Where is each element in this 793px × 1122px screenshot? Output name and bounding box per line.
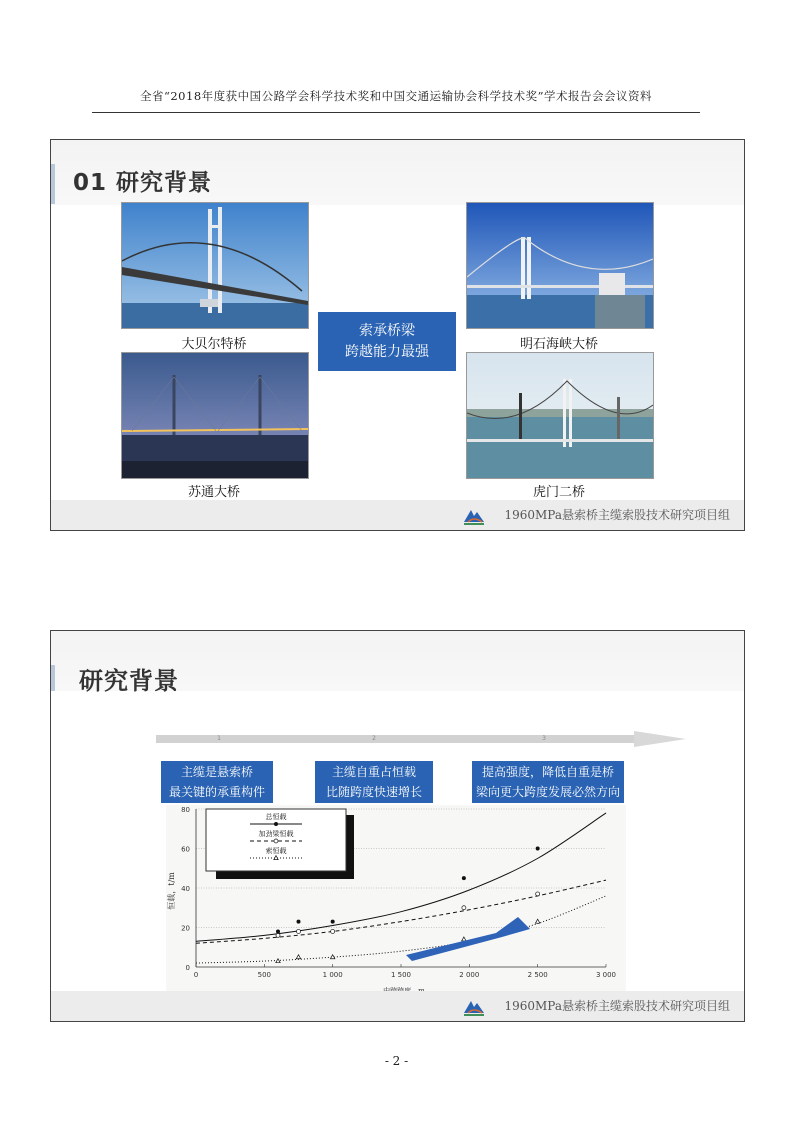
project-logo-icon — [462, 997, 486, 1017]
data-point-1 — [331, 929, 335, 933]
page-header: 全省“2018年度获中国公路学会科学技术奖和中国交通运输协会科学技术奖”学术报告会会议资料 — [139, 89, 653, 103]
photo-great-belt-bridge — [121, 202, 309, 329]
chart-y-axis-label: 恒载，t/m — [167, 872, 176, 910]
data-point-0 — [462, 876, 466, 880]
caption-humen-second-bridge: 虎门二桥 — [532, 485, 585, 500]
project-logo-icon — [462, 506, 486, 526]
legend-label-1: 加劲梁恒载 — [258, 830, 294, 838]
slide-title: 01 研究背景 — [73, 170, 213, 196]
photo-humen-second-bridge — [466, 352, 654, 479]
point-3-line-2: 梁向更大跨度发展必然方向 — [475, 785, 620, 799]
point-box-cable-weight — [315, 761, 433, 803]
y-tick-label: 80 — [181, 806, 190, 814]
caption-akashi-kaikyo-bridge: 明石海峡大桥 — [519, 337, 598, 352]
step-number-2: 2 — [372, 735, 376, 742]
project-team-label: 1960MPa悬索桥主缆索股技术研究项目组 — [504, 508, 730, 522]
header-rule — [92, 112, 700, 113]
project-team-label: 1960MPa悬索桥主缆索股技术研究项目组 — [504, 999, 730, 1013]
data-point-0 — [331, 920, 335, 924]
y-tick-label: 60 — [181, 845, 190, 854]
progress-arrow-icon — [156, 731, 686, 747]
slide-research-background-dead-load — [50, 630, 745, 1022]
step-number-3: 3 — [542, 735, 546, 742]
page-number: - 2 - — [384, 1054, 409, 1068]
chart-legend — [206, 809, 354, 879]
highlight-line-2: 跨越能力最强 — [345, 344, 429, 360]
legend-label-2: 索恒载 — [265, 847, 287, 855]
data-point-0 — [276, 929, 280, 933]
chart-svg — [166, 805, 626, 997]
highlight-line-1: 索承桥梁 — [359, 323, 415, 339]
legend-label-0: 总恒载 — [265, 813, 287, 821]
photo-sutong-bridge — [121, 352, 309, 479]
legend-marker-1 — [274, 839, 278, 843]
data-point-1 — [462, 906, 466, 910]
point-1-line-2: 最关键的承重构件 — [168, 785, 265, 799]
point-2-line-1: 主缆自重占恒载 — [331, 765, 416, 779]
y-tick-label: 0 — [185, 964, 190, 972]
point-box-main-cable — [161, 761, 273, 803]
data-point-1 — [536, 892, 540, 896]
legend-marker-0 — [274, 822, 278, 826]
data-point-1 — [297, 929, 301, 933]
y-tick-label: 40 — [181, 885, 190, 893]
cable-bridge-highlight-box — [318, 312, 456, 371]
x-tick-label: 1 000 — [322, 971, 343, 979]
data-point-0 — [297, 920, 301, 924]
slide-title: 研究背景 — [79, 667, 179, 695]
data-point-1 — [276, 933, 280, 937]
photo-akashi-kaikyo-bridge — [466, 202, 654, 329]
point-1-line-1: 主缆是悬索桥 — [180, 765, 253, 779]
x-tick-label: 2 000 — [459, 971, 480, 979]
data-point-0 — [536, 847, 540, 851]
caption-great-belt-bridge: 大贝尔特桥 — [181, 337, 247, 352]
point-box-strength-direction — [472, 761, 624, 803]
title-accent-bar — [51, 164, 55, 204]
point-2-line-2: 比随跨度快速增长 — [325, 785, 422, 799]
slide-research-background-bridges — [50, 139, 745, 531]
dead-load-span-chart — [166, 805, 626, 997]
x-tick-label: 500 — [257, 971, 272, 979]
step-number-1: 1 — [217, 735, 221, 742]
x-tick-label: 1 500 — [390, 971, 412, 979]
y-tick-label: 20 — [181, 924, 190, 933]
x-tick-label: 0 — [193, 971, 199, 979]
caption-sutong-bridge: 苏通大桥 — [187, 485, 240, 500]
x-tick-label: 2 500 — [527, 971, 548, 979]
title-accent-bar — [51, 665, 55, 691]
x-tick-label: 3 000 — [595, 971, 617, 979]
point-3-line-1: 提高强度，降低自重是桥 — [481, 765, 614, 779]
